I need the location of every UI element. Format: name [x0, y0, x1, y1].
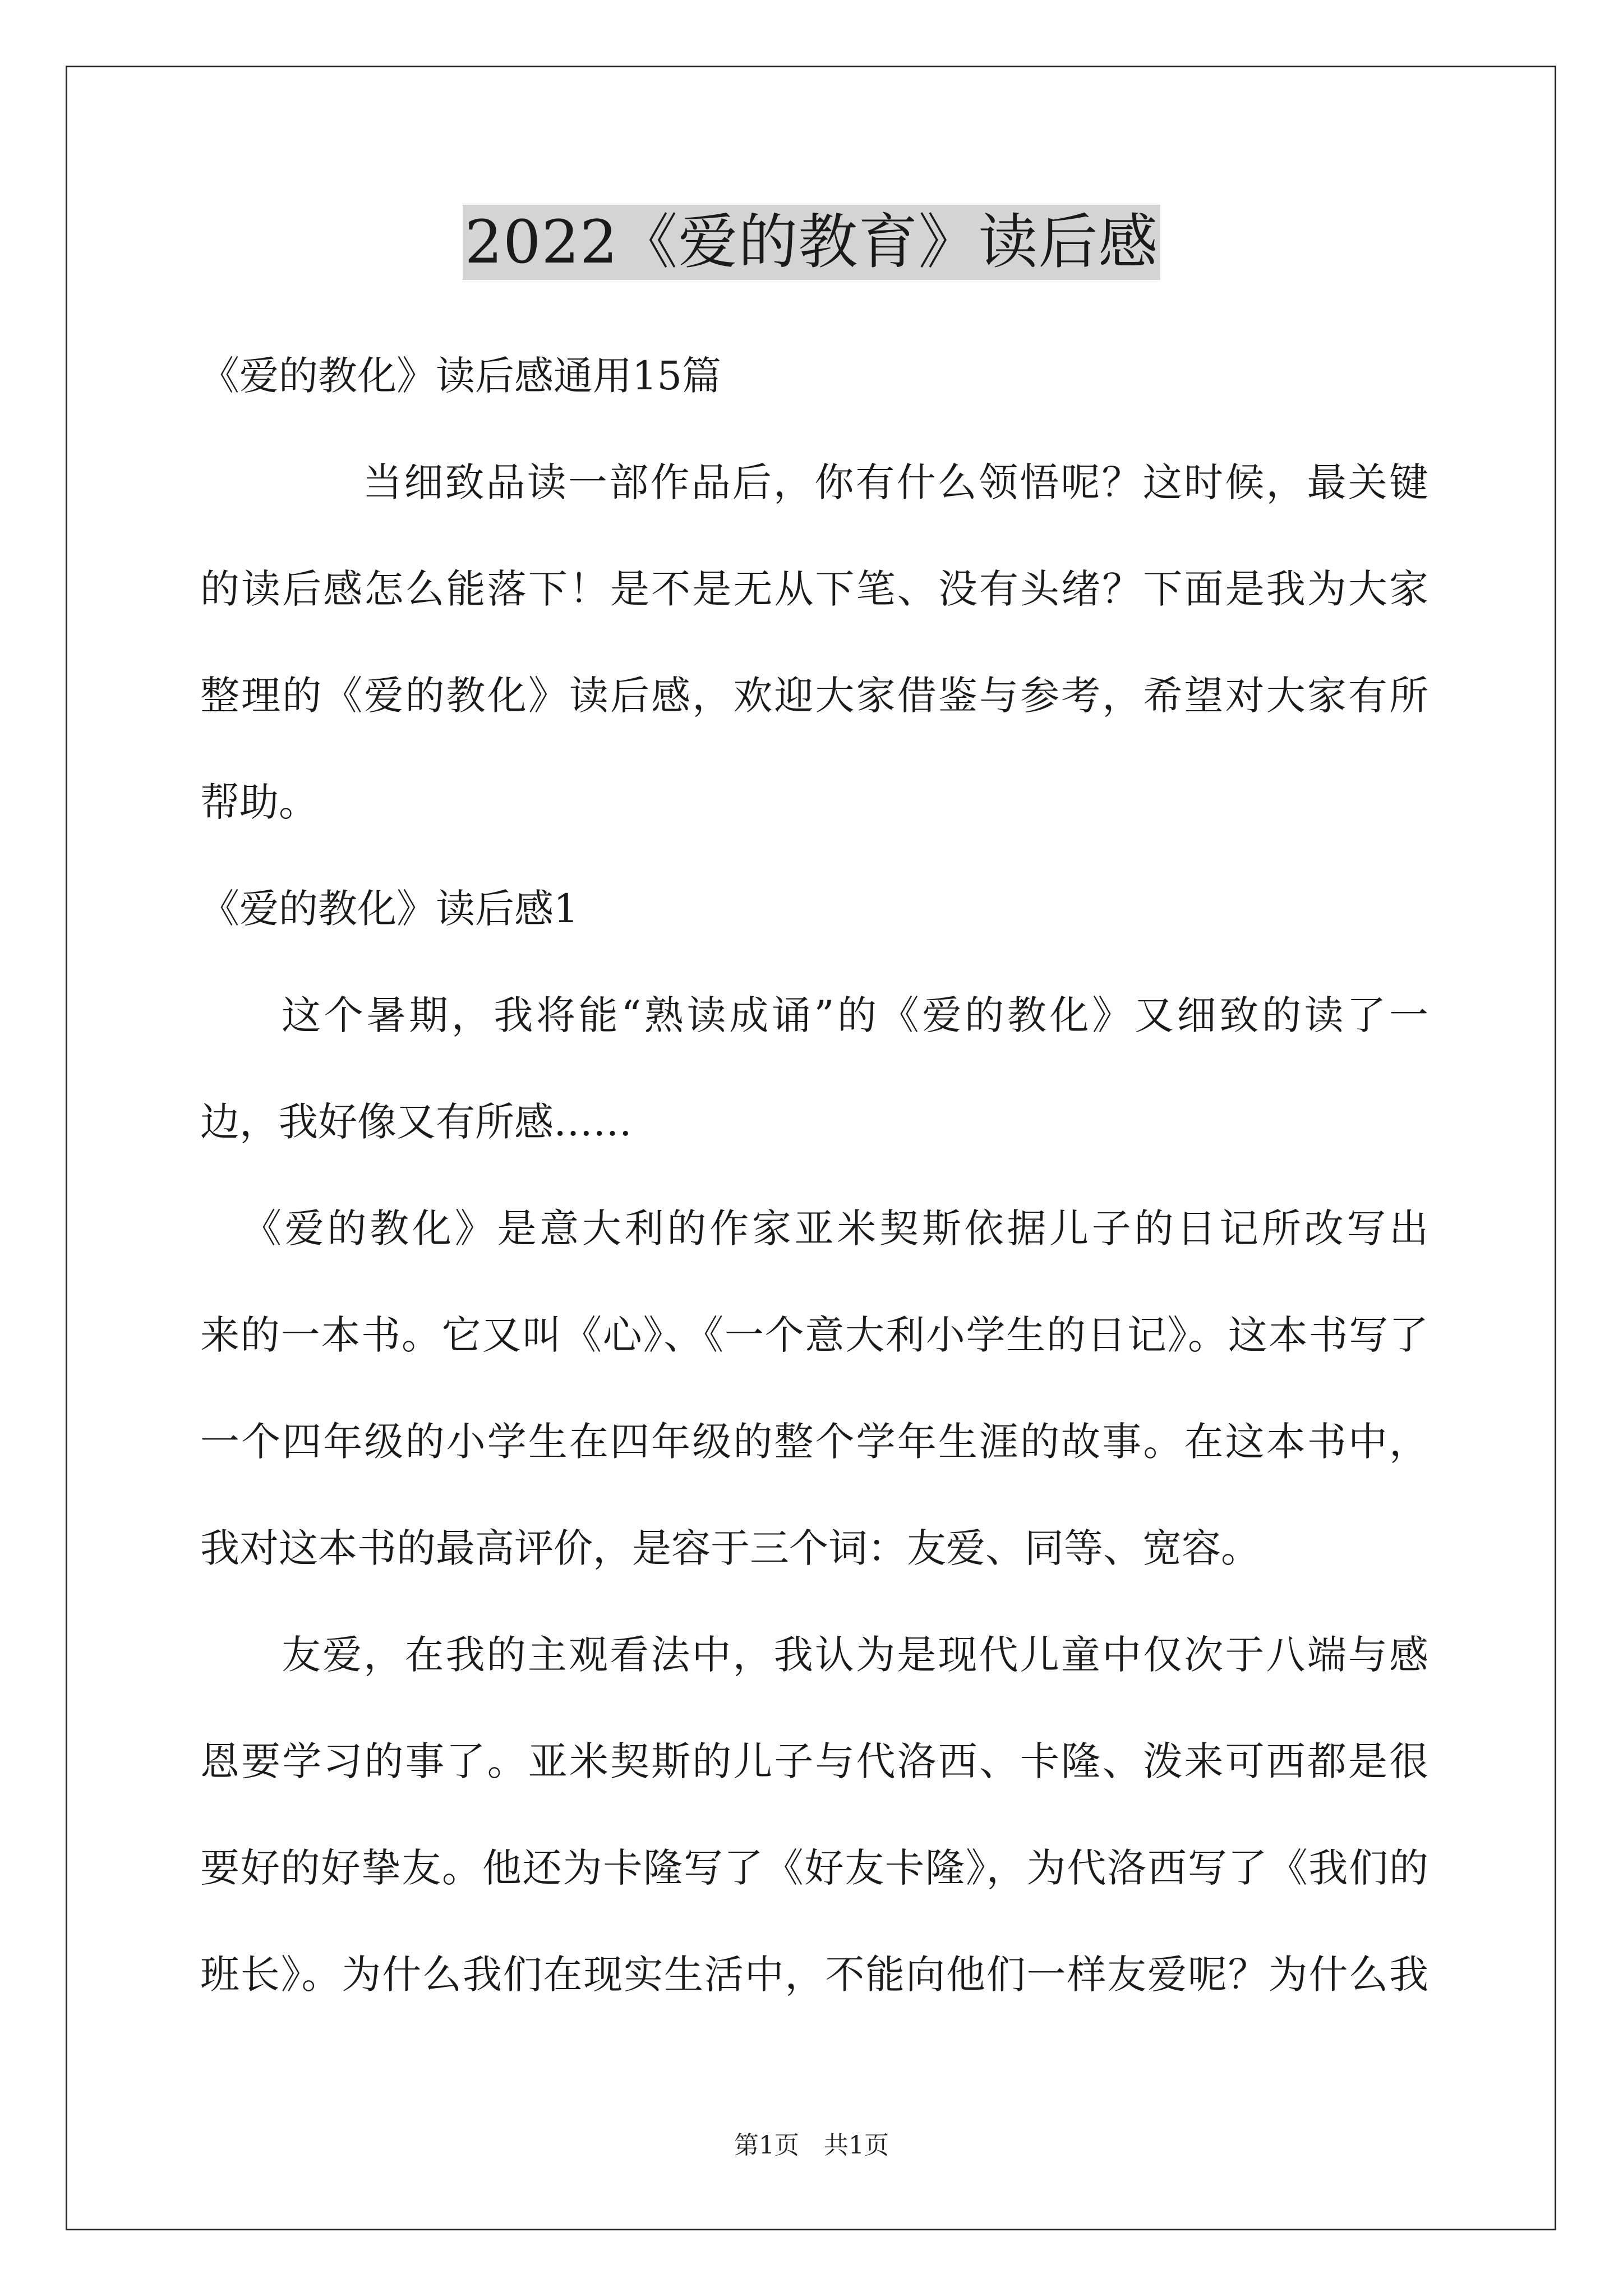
body-paragraph-line: 恩要学习的事了。亚米契斯的儿子与代洛西、卡隆、泼来可西都是很	[200, 1738, 1428, 1784]
body-paragraph-line: 《爱的教化》是意大利的作家亚米契斯依据儿子的日记所改写出	[242, 1205, 1428, 1251]
body-paragraph-line: 班长》。为什么我们在现实生活中，不能向他们一样友爱呢？为什么我	[200, 1952, 1428, 1998]
body-paragraph-line: 我对这本书的最高评价，是容于三个词：友爱、同等、宽容。	[200, 1525, 1260, 1571]
body-paragraph-line: 一个四年级的小学生在四年级的整个学年生涯的故事。在这本书中，	[200, 1419, 1428, 1465]
page-footer: 第1页 共1页	[734, 2131, 889, 2160]
document-title: 2022《爱的教育》读后感	[463, 205, 1161, 280]
subtitle-line: 《爱的教化》读后感通用15篇	[200, 353, 722, 399]
intro-paragraph-line: 整理的《爱的教化》读后感，欢迎大家借鉴与参考，希望对大家有所	[200, 673, 1428, 719]
body-paragraph-line: 要好的好挚友。他还为卡隆写了《好友卡隆》，为代洛西写了《我们的	[200, 1845, 1428, 1891]
section-heading: 《爱的教化》读后感1	[200, 886, 579, 932]
body-paragraph-line: 边，我好像又有所感……	[200, 1099, 632, 1145]
body-paragraph-line: 来的一本书。它又叫《心》、《一个意大利小学生的日记》。这本书写了	[200, 1312, 1428, 1358]
intro-paragraph-line: 当细致品读一部作品后，你有什么领悟呢？这时候，最关键	[363, 459, 1428, 505]
title-container	[0, 205, 1623, 280]
body-paragraph-line: 这个暑期，我将能“熟读成诵”的《爱的教化》又细致的读了一	[282, 992, 1428, 1038]
body-paragraph-line: 友爱，在我的主观看法中，我认为是现代儿童中仅次于八端与感	[282, 1632, 1428, 1678]
document-body	[200, 323, 1428, 2028]
intro-paragraph-line: 的读后感怎么能落下！是不是无从下笔、没有头绪？下面是我为大家	[200, 566, 1428, 612]
intro-paragraph-line: 帮助。	[200, 779, 318, 825]
